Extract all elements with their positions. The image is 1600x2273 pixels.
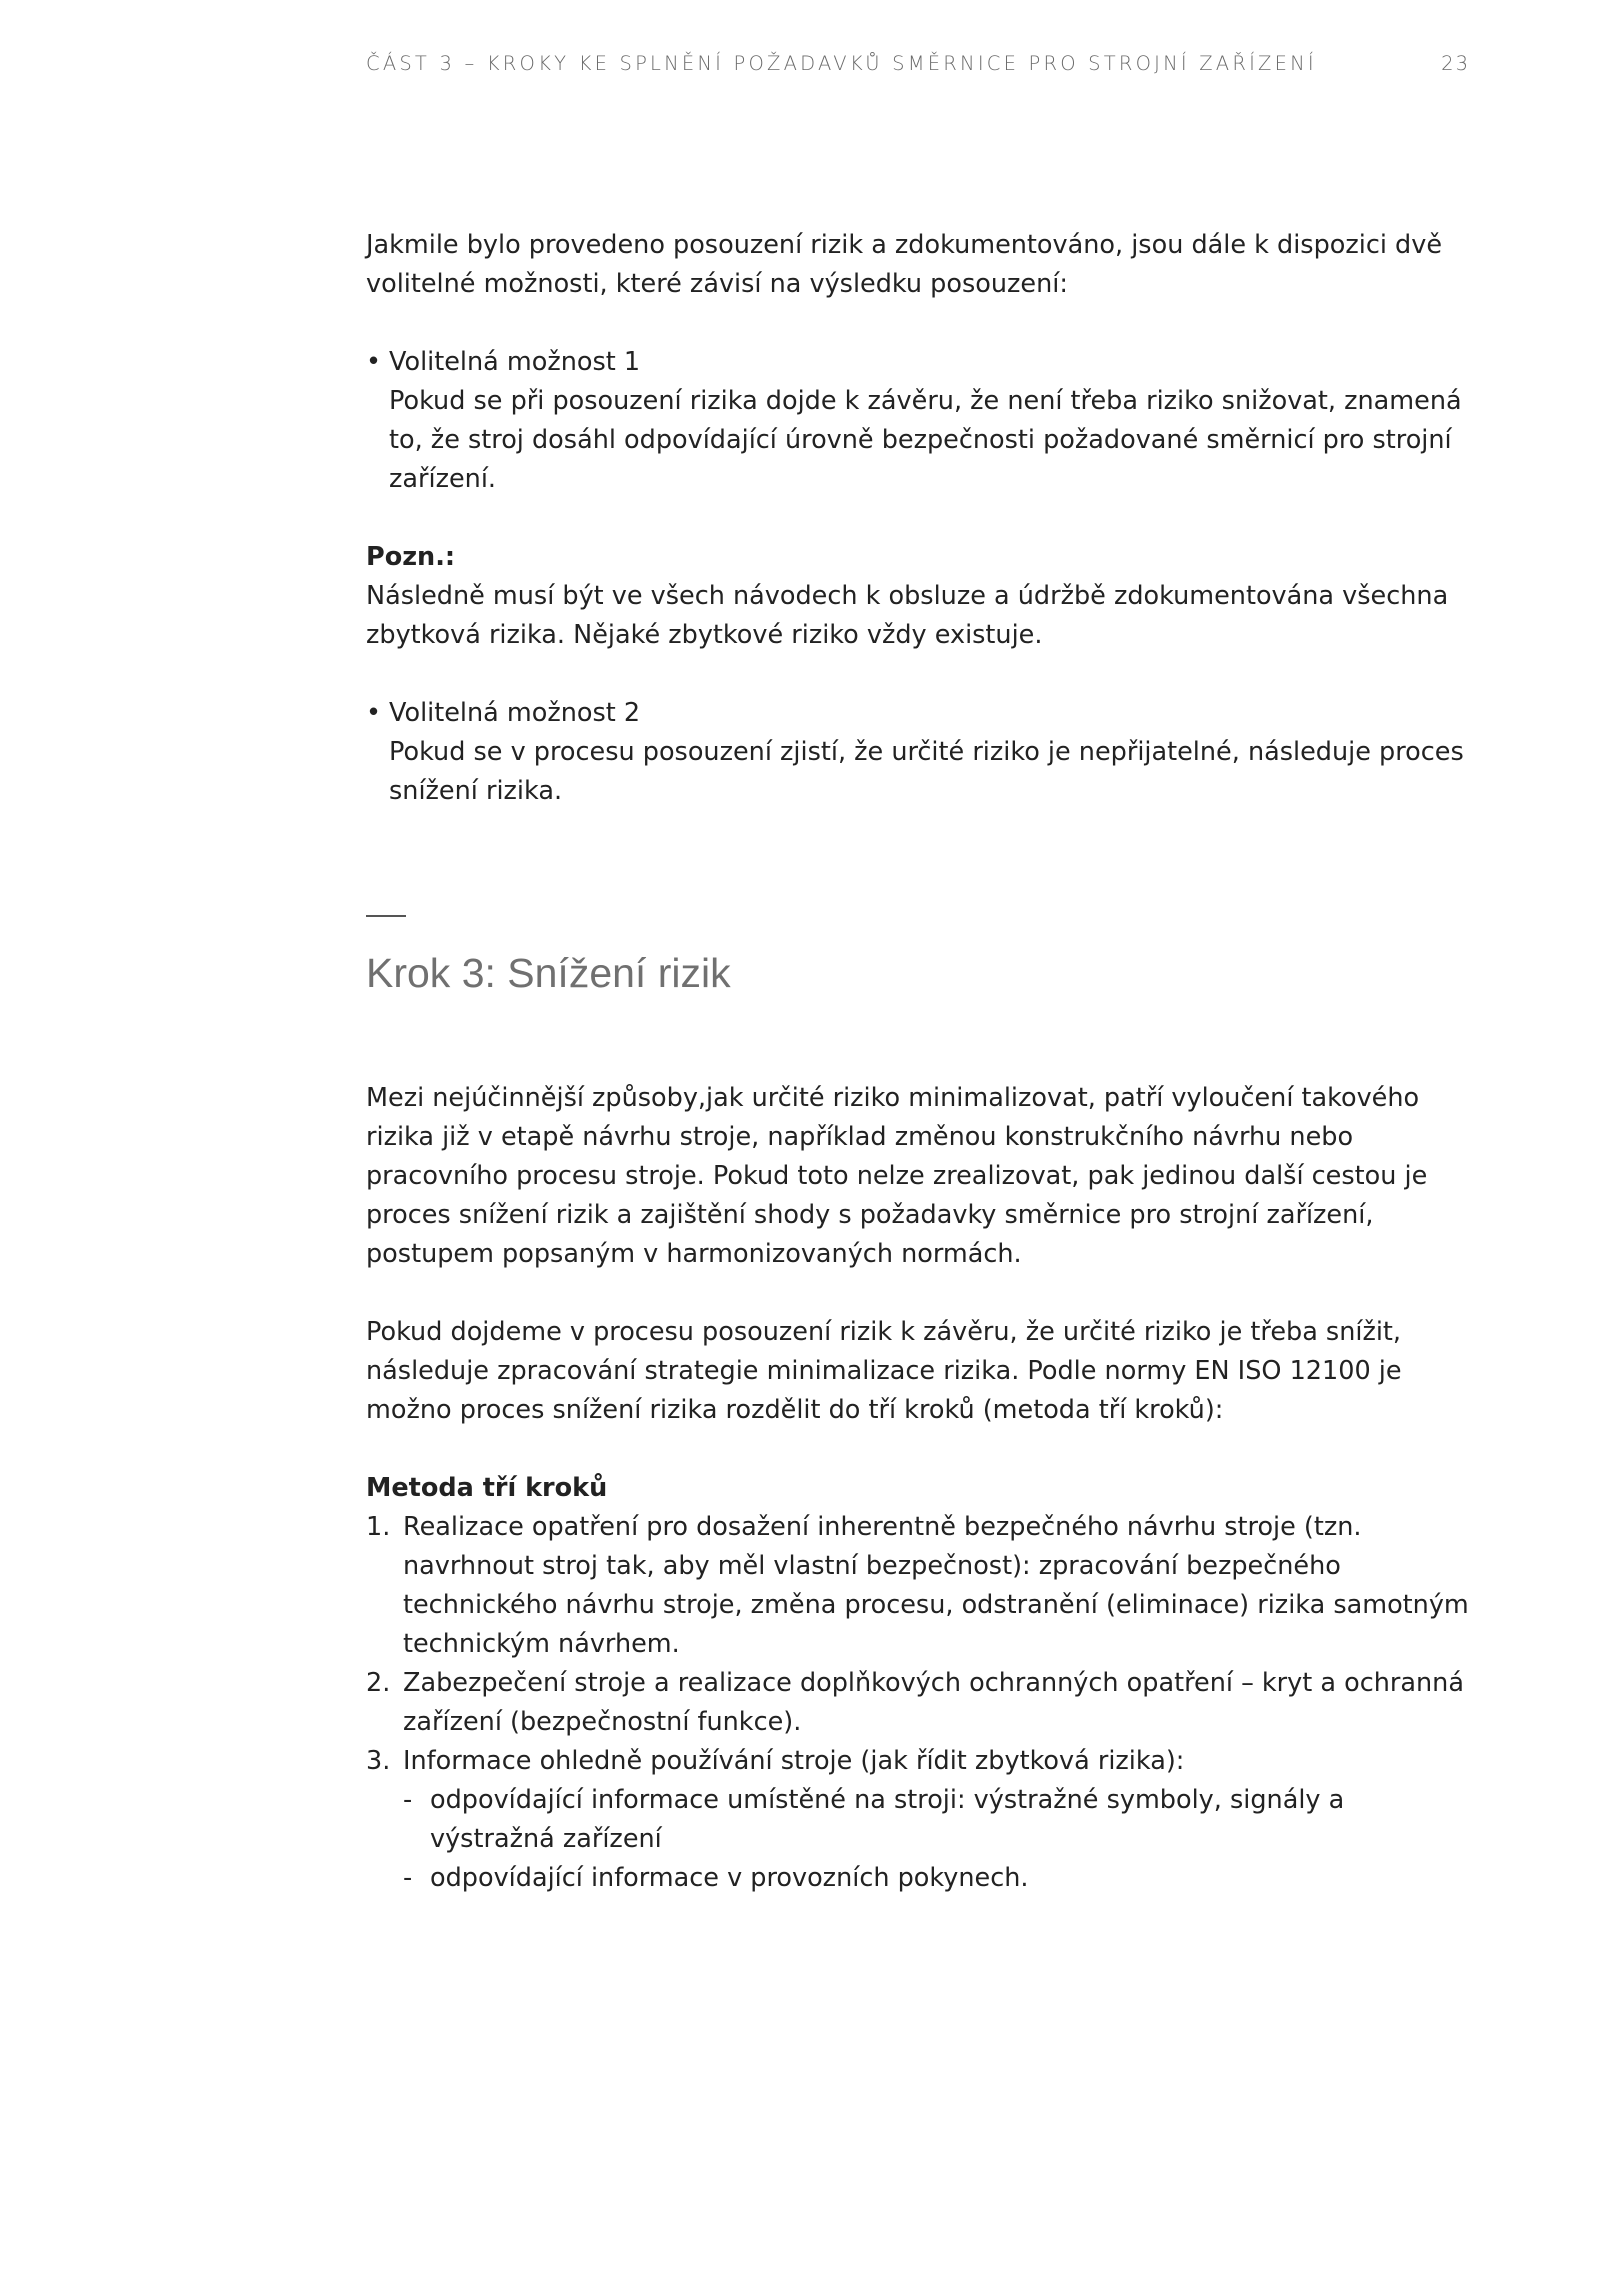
list-number: 3. bbox=[366, 1745, 391, 1776]
list-item-text: Zabezpečení stroje a realizace doplňkových ochranných opatření – kryt a ochranná zařízení (bezpečnostní funkce). bbox=[403, 1667, 1464, 1737]
option-2 bbox=[366, 694, 1476, 811]
option-2-title: Volitelná možnost 2 bbox=[389, 698, 641, 728]
section-paragraph-2: Pokud dojdeme v procesu posouzení rizik k závěru, že určité riziko je třeba snížit, následuje zpracování strategie minimalizace rizika. Podle normy EN ISO 12100 je možno proces snížení rizika rozdělit do tří kroků (metoda tří kroků): bbox=[366, 1316, 1402, 1425]
list-number: 2. bbox=[366, 1667, 391, 1698]
sub-list-item-text: odpovídající informace umístěné na stroji: výstražné symboly, signály a výstražná zařízení bbox=[430, 1784, 1345, 1854]
note bbox=[366, 538, 1476, 655]
option-1 bbox=[366, 343, 1476, 499]
bullet-marker: • bbox=[366, 698, 382, 728]
sub-list bbox=[403, 1781, 1476, 1898]
running-title: ČÁST 3 – KROKY KE SPLNĚNÍ POŽADAVKŮ SMĚRNICE PRO STROJNÍ ZAŘÍZENÍ bbox=[366, 52, 1317, 75]
intro-paragraph: Jakmile bylo provedeno posouzení rizik a zdokumentováno, jsou dále k dispozici dvě volitelné možnosti, které závisí na výsledku posouzení: bbox=[366, 230, 1443, 299]
page-content bbox=[366, 226, 1476, 1898]
dash-marker: - bbox=[403, 1862, 413, 1893]
sub-list-item bbox=[403, 1781, 1476, 1859]
method-steps-list bbox=[366, 1508, 1476, 1898]
section-divider bbox=[366, 915, 406, 917]
note-text: Následně musí být ve všech návodech k obsluze a údržbě zdokumentována všechna zbytková rizika. Nějaké zbytkové riziko vždy existuje. bbox=[366, 581, 1449, 650]
sub-list-item bbox=[403, 1859, 1476, 1898]
note-label: Pozn.: bbox=[366, 542, 456, 572]
section-paragraph-1: Mezi nejúčinnější způsoby,jak určité riziko minimalizovat, patří vyloučení takového rizika již v etapě návrhu stroje, například změnou konstrukčního návrhu nebo pracovního procesu stroje. Pokud toto nelze zrealizovat, pak jedinou další cestou je proces snížení rizik a zajištění shody s požadavky směrnice pro strojní zařízení, postupem popsaným v harmonizovaných normách. bbox=[366, 1082, 1428, 1269]
bullet-marker: • bbox=[366, 347, 382, 377]
option-2-text: Pokud se v procesu posouzení zjistí, že určité riziko je nepřijatelné, následuje proces snížení rizika. bbox=[389, 737, 1464, 806]
list-number: 1. bbox=[366, 1511, 391, 1542]
list-item bbox=[366, 1742, 1476, 1898]
sub-list-item-text: odpovídající informace v provozních pokynech. bbox=[430, 1862, 1029, 1893]
page-header bbox=[366, 52, 1470, 84]
option-1-title: Volitelná možnost 1 bbox=[389, 347, 641, 377]
list-item-text: Realizace opatření pro dosažení inherentně bezpečného návrhu stroje (tzn. navrhnout stroj tak, aby měl vlastní bezpečnost): zpracování bezpečného technického návrhu stroje, změna procesu, odstranění (eliminace) rizika samotným technickým návrhem. bbox=[403, 1511, 1469, 1659]
list-item bbox=[366, 1508, 1476, 1664]
list-item bbox=[366, 1664, 1476, 1742]
dash-marker: - bbox=[403, 1784, 413, 1815]
list-item-text: Informace ohledně používání stroje (jak řídit zbytková rizika): bbox=[403, 1745, 1185, 1776]
section-heading: Krok 3: Snížení rizik bbox=[366, 949, 731, 996]
option-1-text: Pokud se při posouzení rizika dojde k závěru, že není třeba riziko snižovat, znamená to, že stroj dosáhl odpovídající úrovně bezpečnosti požadované směrnicí pro strojní zařízení. bbox=[389, 386, 1462, 494]
method-title: Metoda tří kroků bbox=[366, 1472, 608, 1503]
page-number: 23 bbox=[1441, 52, 1470, 75]
